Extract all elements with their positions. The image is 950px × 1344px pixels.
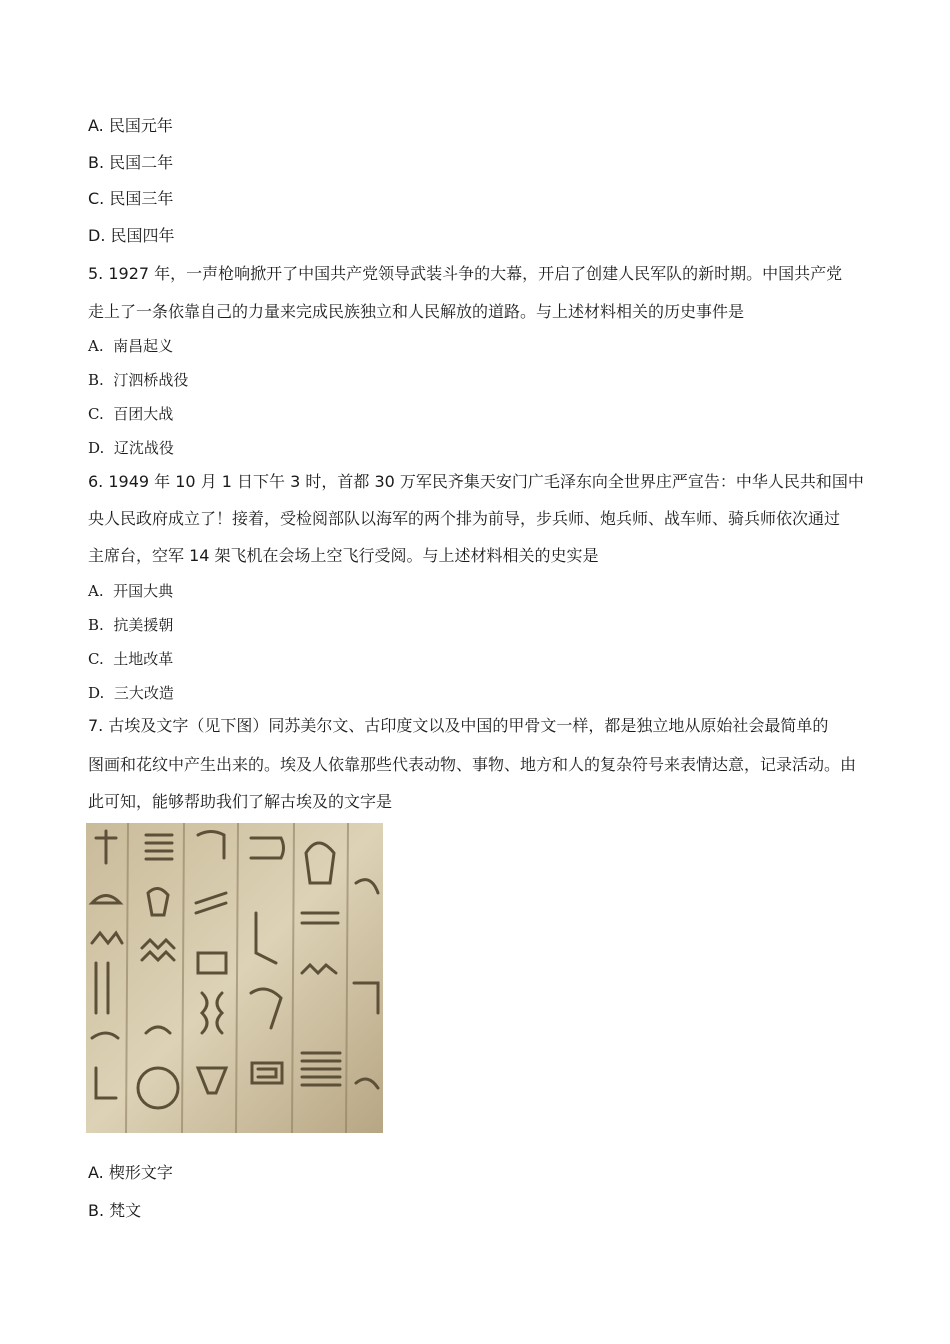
q7-option-a: A. 楔形文字 [88,1163,173,1182]
q6-stem-line-3: 主席台，空军 14 架飞机在会场上空飞行受阅。与上述材料相关的史实是 [88,546,599,565]
q7-stem-line-2: 图画和花纹中产生出来的。埃及人依靠那些代表动物、事物、地方和人的复杂符号来表情达意，记录活动。由 [88,755,857,774]
q4-option-a: A. 民国元年 [88,116,173,135]
q6-option-b: B. 抗美援朝 [88,616,174,634]
q5-option-d: D. 辽沈战役 [88,439,174,457]
q7-option-b: B. 梵文 [88,1201,142,1220]
hieroglyphs-figure [86,823,383,1133]
q5-option-b: B. 汀泗桥战役 [88,371,189,389]
q4-option-b: B. 民国二年 [88,153,174,172]
q5-option-c: C. 百团大战 [88,405,174,423]
q6-stem-line-2: 央人民政府成立了！接着，受检阅部队以海军的两个排为前导，步兵师、炮兵师、战车师、骑兵师依次通过 [88,509,841,528]
q6-option-d: D. 三大改造 [88,684,174,702]
q6-stem-line-1: 6. 1949 年 10 月 1 日下午 3 时，首都 30 万军民齐集天安门广毛泽东向全世界庄严宣告：中华人民共和国中 [88,472,864,491]
q5-option-a: A. 南昌起义 [88,337,174,355]
q5-stem-line-1: 5. 1927 年，一声枪响掀开了中国共产党领导武装斗争的大幕，开启了创建人民军队的新时期。中国共产党 [88,264,843,283]
q7-stem-line-1: 7. 古埃及文字（见下图）同苏美尔文、古印度文以及中国的甲骨文一样，都是独立地从原始社会最简单的 [88,716,829,735]
q5-stem-line-2: 走上了一条依靠自己的力量来完成民族独立和人民解放的道路。与上述材料相关的历史事件是 [88,302,745,321]
q6-option-a: A. 开国大典 [88,582,174,600]
q7-stem-line-3: 此可知，能够帮助我们了解古埃及的文字是 [88,792,393,811]
q6-option-c: C. 土地改革 [88,650,174,668]
q4-option-c: C. 民国三年 [88,189,174,208]
q4-option-d: D. 民国四年 [88,226,175,245]
